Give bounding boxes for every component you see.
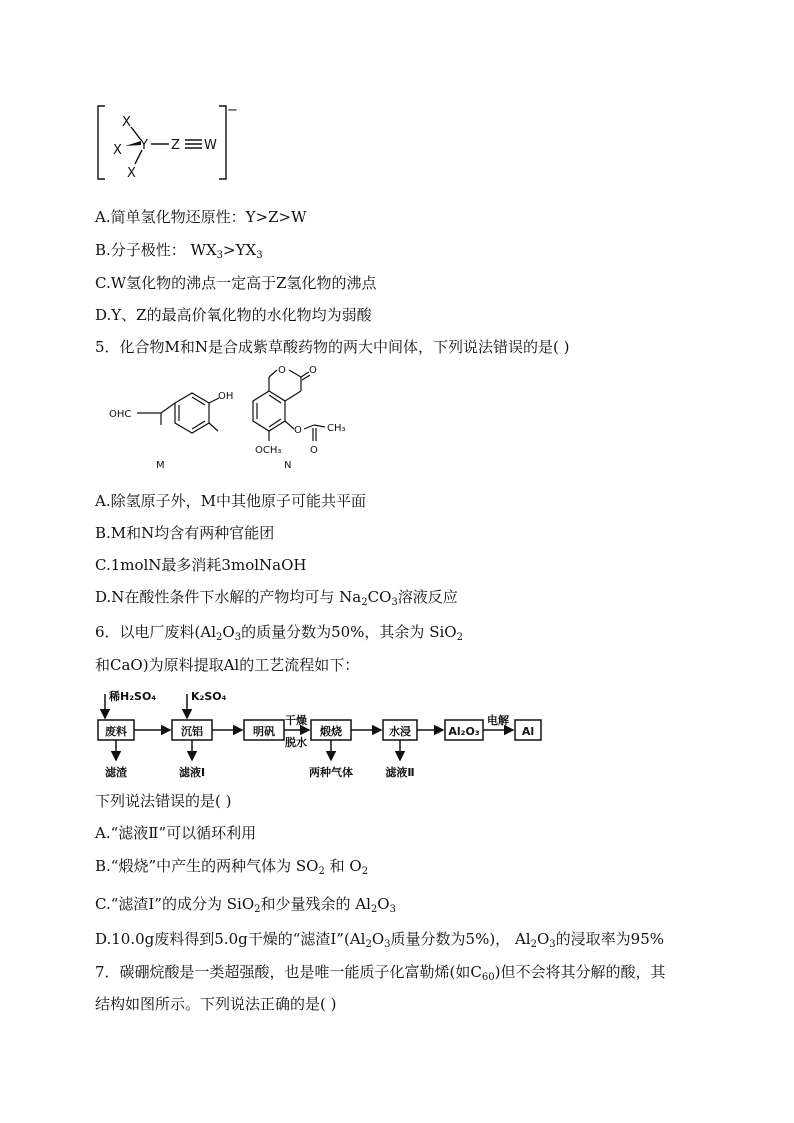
m-ohc-label: OHC	[109, 409, 132, 420]
flow-label-box-5: 水浸	[389, 725, 411, 738]
n-ester-oxygen: O	[294, 425, 302, 436]
n-ring-oxygen: O	[278, 365, 286, 376]
reagent-1-label: 稀H₂SO₄	[109, 690, 157, 703]
flow-label-box-2: 沉铝	[181, 725, 203, 738]
atom-x-left: X	[113, 143, 122, 158]
q4-structure-figure	[95, 100, 245, 185]
n-carbonyl-oxygen: O	[310, 445, 318, 456]
n-methoxy-label: OCH₃	[255, 445, 282, 456]
output-2-label: 滤液Ⅰ	[178, 766, 206, 779]
m-side-chain-bond	[161, 403, 175, 413]
left-bracket	[98, 106, 105, 179]
q6-stem-line2: 和CaO)为原料提取Al的工艺流程如下：	[95, 656, 360, 674]
n-ketone-oxygen: O	[309, 365, 317, 376]
n-benzene-ring	[253, 391, 285, 431]
reagent-2-label: K₂SO₄	[191, 690, 227, 703]
step-6-label: 电解	[487, 714, 509, 727]
q6-question: 下列说法错误的是( )	[95, 792, 232, 810]
q4-option-c: C.W氢化物的沸点一定高于Z氢化物的沸点	[95, 274, 377, 292]
m-compound-label: M	[156, 460, 165, 471]
m-methyl-bond	[209, 423, 218, 431]
atom-x-top: X	[122, 115, 131, 130]
n-compound-label: N	[284, 460, 292, 471]
atom-x-bottom: X	[127, 166, 136, 181]
ion-charge: −	[227, 103, 238, 118]
q4-option-d: D.Y、Z的最高价氧化物的水化物均为弱酸	[95, 306, 372, 324]
q7-stem-line1: 7．碳硼烷酸是一类超强酸，也是唯一能质子化富勒烯(如$C_{60}$)但不会将其分解的酸，其	[95, 963, 666, 983]
m-oh-label: OH	[218, 391, 234, 402]
step-3-top-label: 干燥	[285, 714, 307, 727]
n-methyl-label: CH₃	[327, 423, 346, 434]
q7-stem-line2: 结构如图所示。下列说法正确的是( )	[95, 995, 337, 1013]
q4-option-a: A.简单氢化物还原性：Y>Z>W	[95, 208, 307, 226]
q6-option-a: A.“滤液Ⅱ”可以循环利用	[95, 824, 257, 842]
atom-w: W	[204, 138, 217, 153]
output-1-label: 滤渣	[105, 766, 127, 779]
q4-option-b: B.分子极性： $WX_3>YX_3$	[95, 241, 263, 261]
q6-option-c: C.“滤渣Ⅰ”的成分为 SiO$_2$和少量残余的 $Al_2O_3$	[95, 895, 396, 915]
q5-stem: 5．化合物M和N是合成紫草酸药物的两大中间体，下列说法错误的是( )	[95, 338, 570, 356]
q5-option-b: B.M和N均含有两种官能团	[95, 524, 275, 542]
output-5-label: 滤液Ⅱ	[385, 766, 415, 779]
q5-option-d: D.N在酸性条件下水解的产物均可与 $Na_2CO_3$溶液反应	[95, 588, 458, 608]
flow-label-box-1: 废料	[105, 725, 127, 738]
q6-option-b: B.“煅烧”中产生的两种气体为 $SO_2$ 和 $O_2$	[95, 857, 369, 877]
right-bracket	[219, 106, 226, 179]
flow-label-box-6: Al₂O₃	[448, 725, 480, 738]
wedge-bond-x-left	[125, 141, 141, 146]
output-4-label: 两种气体	[309, 766, 353, 779]
flow-label-box-3: 明矾	[253, 725, 275, 738]
step-3-bottom-label: 脱水	[285, 736, 307, 749]
m-benzene-ring	[175, 393, 209, 433]
flow-label-box-4: 煅烧	[320, 725, 342, 738]
atom-z: Z	[171, 138, 180, 153]
atom-y: Y	[140, 138, 148, 153]
q6-flow-diagram	[95, 686, 545, 782]
q5-option-a: A.除氢原子外，M中其他原子可能共平面	[95, 492, 366, 510]
q6-stem-line1: 6．以电厂废料($Al_2O_3$的质量分数为50%，其余为 SiO$_2$	[95, 623, 463, 643]
q5-structures-figure	[95, 365, 375, 477]
flow-label-box-7: Al	[521, 725, 535, 738]
q6-option-d: D.10.0g废料得到5.0g干燥的“滤渣$Ⅰ”(Al_2O_3$质量分数为5%)， $Al_2O_3$的浸取率为95%	[95, 930, 664, 950]
q5-option-c: C.1molN最多消耗3molNaOH	[95, 556, 307, 574]
